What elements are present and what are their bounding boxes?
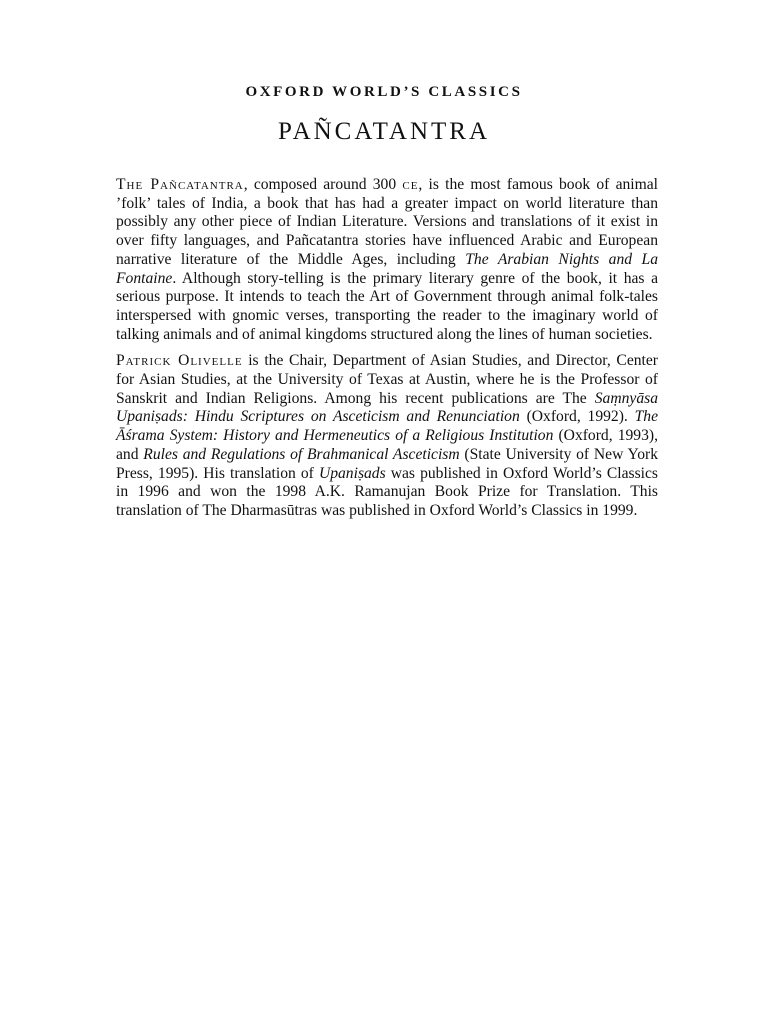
page-body [116,176,658,529]
author-bio-text-1: is the Chair, Department of Asian Studies, and Director, Center for Asian Studies, at the University of Texas at Austin, where he is the Professor of Sanskrit and Indian Religions. Among his recent publications are The [116,352,658,407]
author-bio-paragraph [116,352,658,520]
book-description-text-3: . Although story-telling is the primary literary genre of the book, it has a serious purpose. It intends to teach the Art of Government through animal folk-tales interspersed with gnomic verses, transporting the reader to the imaginary world of talking animals and of animal kingdoms structured along the lines of human societies. [116,269,658,343]
author-name: Patrick Olivelle [116,352,243,370]
author-bio-text-4: (State University of New York Press, 1995). His translation of [116,445,659,482]
author-bio-text-5: was published in Oxford World’s Classics in 1996 and won the 1998 A.K. Ramanujan Book Prize for Translation. This translation of The Dharmasūtras was published in Oxford World’s Classics in 1999. [116,464,658,519]
author-bio-italic-3: Rules and Regulations of Brahmanical Asceticism [143,445,460,463]
author-bio-italic-2: The Āśrama System: History and Hermeneutics of a Religious Institution [116,408,658,445]
series-title: OXFORD WORLD’S CLASSICS [245,84,523,100]
author-bio-italic-4: Upaniṣads [318,464,386,482]
author-bio-text-3: (Oxford, 1993), and [116,427,658,463]
book-description-paragraph [116,176,658,344]
book-description-text-2: , is the most famous book of animal ’folk’ tales of India, a book that has had a greater impact on world literature than possibly any other piece of Indian Literature. Versions and translations of it exist in over fifty languages, and Pañcatantra stories have influenced Arabic and European narrative literature of the Middle Ages, including [116,176,659,268]
book-description-text-1: , composed around 300 [243,176,403,193]
book-title: PAÑCATANTRA [277,118,491,145]
author-bio-italic-1: Saṃnyāsa Upaniṣads: Hindu Scriptures on Asceticism and Renunciation [116,389,658,426]
author-bio-text-2: (Oxford, 1992). [519,408,635,426]
era-abbreviation: ce [402,176,419,193]
book-description-italic-1: The Arabian Nights and La Fontaine [116,250,658,287]
book-description-lead: The Pañcatantra [116,176,244,193]
